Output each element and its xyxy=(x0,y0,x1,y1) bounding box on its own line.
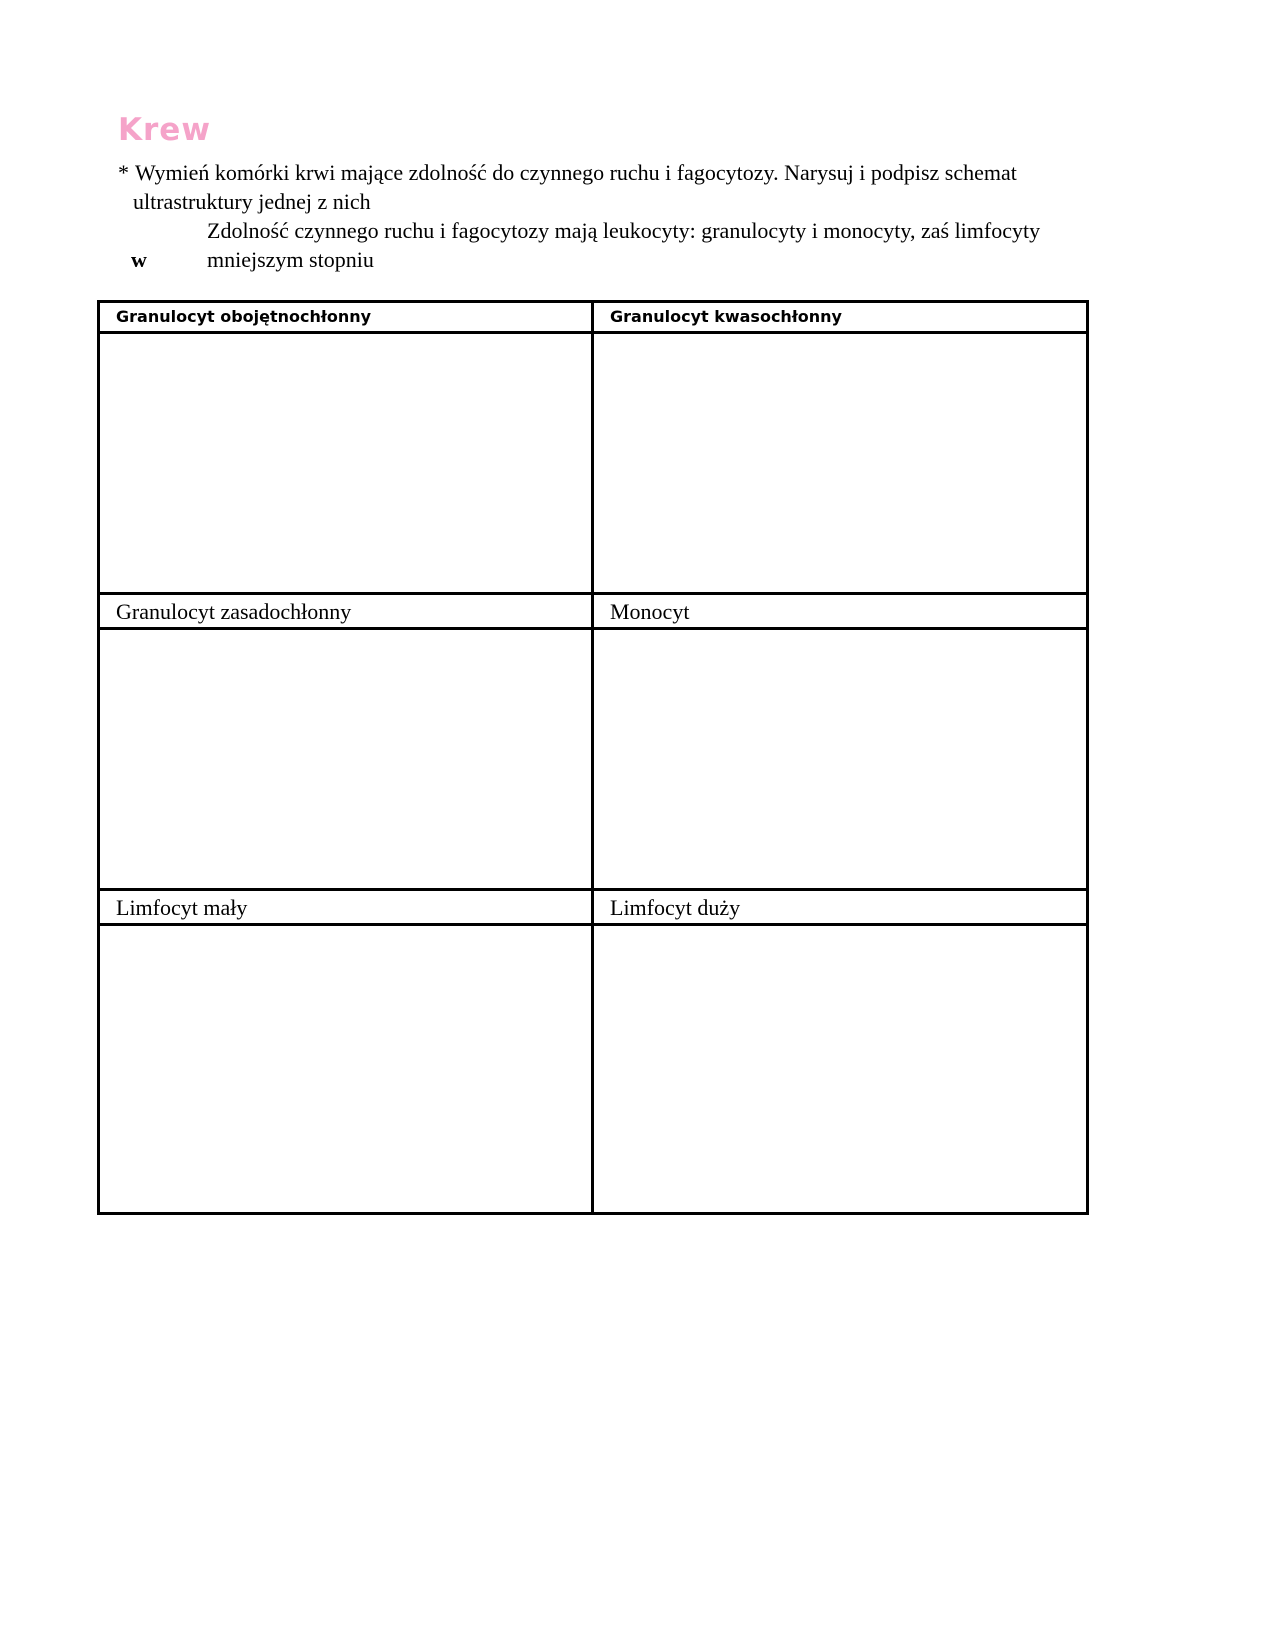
question-text xyxy=(118,158,1168,216)
table-row xyxy=(99,302,1088,333)
question-line-2: ultrastruktury jednej z nich xyxy=(133,189,371,214)
cell-label-text: Granulocyt obojętnochłonny xyxy=(116,307,372,326)
cell-label-monocyte xyxy=(593,594,1088,629)
cell-label-text: Granulocyt zasadochłonny xyxy=(116,599,352,624)
drawing-area-small-lymphocyte[interactable] xyxy=(99,925,593,1214)
drawing-area-monocyte[interactable] xyxy=(593,629,1088,890)
cell-label-eosinophil xyxy=(593,302,1088,333)
cell-label-text: Granulocyt kwasochłonny xyxy=(610,307,842,326)
cell-label-text: Limfocyt duży xyxy=(610,895,741,920)
cell-label-text: Limfocyt mały xyxy=(116,895,248,920)
document-title: Krew xyxy=(118,112,211,148)
cell-label-large-lymphocyte xyxy=(593,890,1088,925)
drawing-area-basophil[interactable] xyxy=(99,629,593,890)
answer-line-2: mniejszym stopniu xyxy=(207,247,374,272)
drawing-area-large-lymphocyte[interactable] xyxy=(593,925,1088,1214)
table-row xyxy=(99,594,1088,629)
cell-label-neutrophil xyxy=(99,302,593,333)
answer-line-1: Zdolność czynnego ruchu i fagocytozy mają leukocyty: granulocyty i monocyty, zaś limfocyty xyxy=(207,218,1041,243)
question-bullet: * xyxy=(118,160,129,185)
question-line-1: Wymień komórki krwi mające zdolność do czynnego ruchu i fagocytozy. Narysuj i podpisz schemat xyxy=(135,160,1017,185)
table-row xyxy=(99,925,1088,1214)
table-row xyxy=(99,890,1088,925)
table-row xyxy=(99,333,1088,594)
drawing-area-neutrophil[interactable] xyxy=(99,333,593,594)
answer-marker: w xyxy=(131,247,147,272)
cell-label-text: Monocyt xyxy=(610,599,690,624)
table-row xyxy=(99,629,1088,890)
drawing-area-eosinophil[interactable] xyxy=(593,333,1088,594)
cell-label-basophil xyxy=(99,594,593,629)
answer-text xyxy=(207,216,1167,274)
cell-drawing-table xyxy=(97,300,1089,1215)
cell-label-small-lymphocyte xyxy=(99,890,593,925)
